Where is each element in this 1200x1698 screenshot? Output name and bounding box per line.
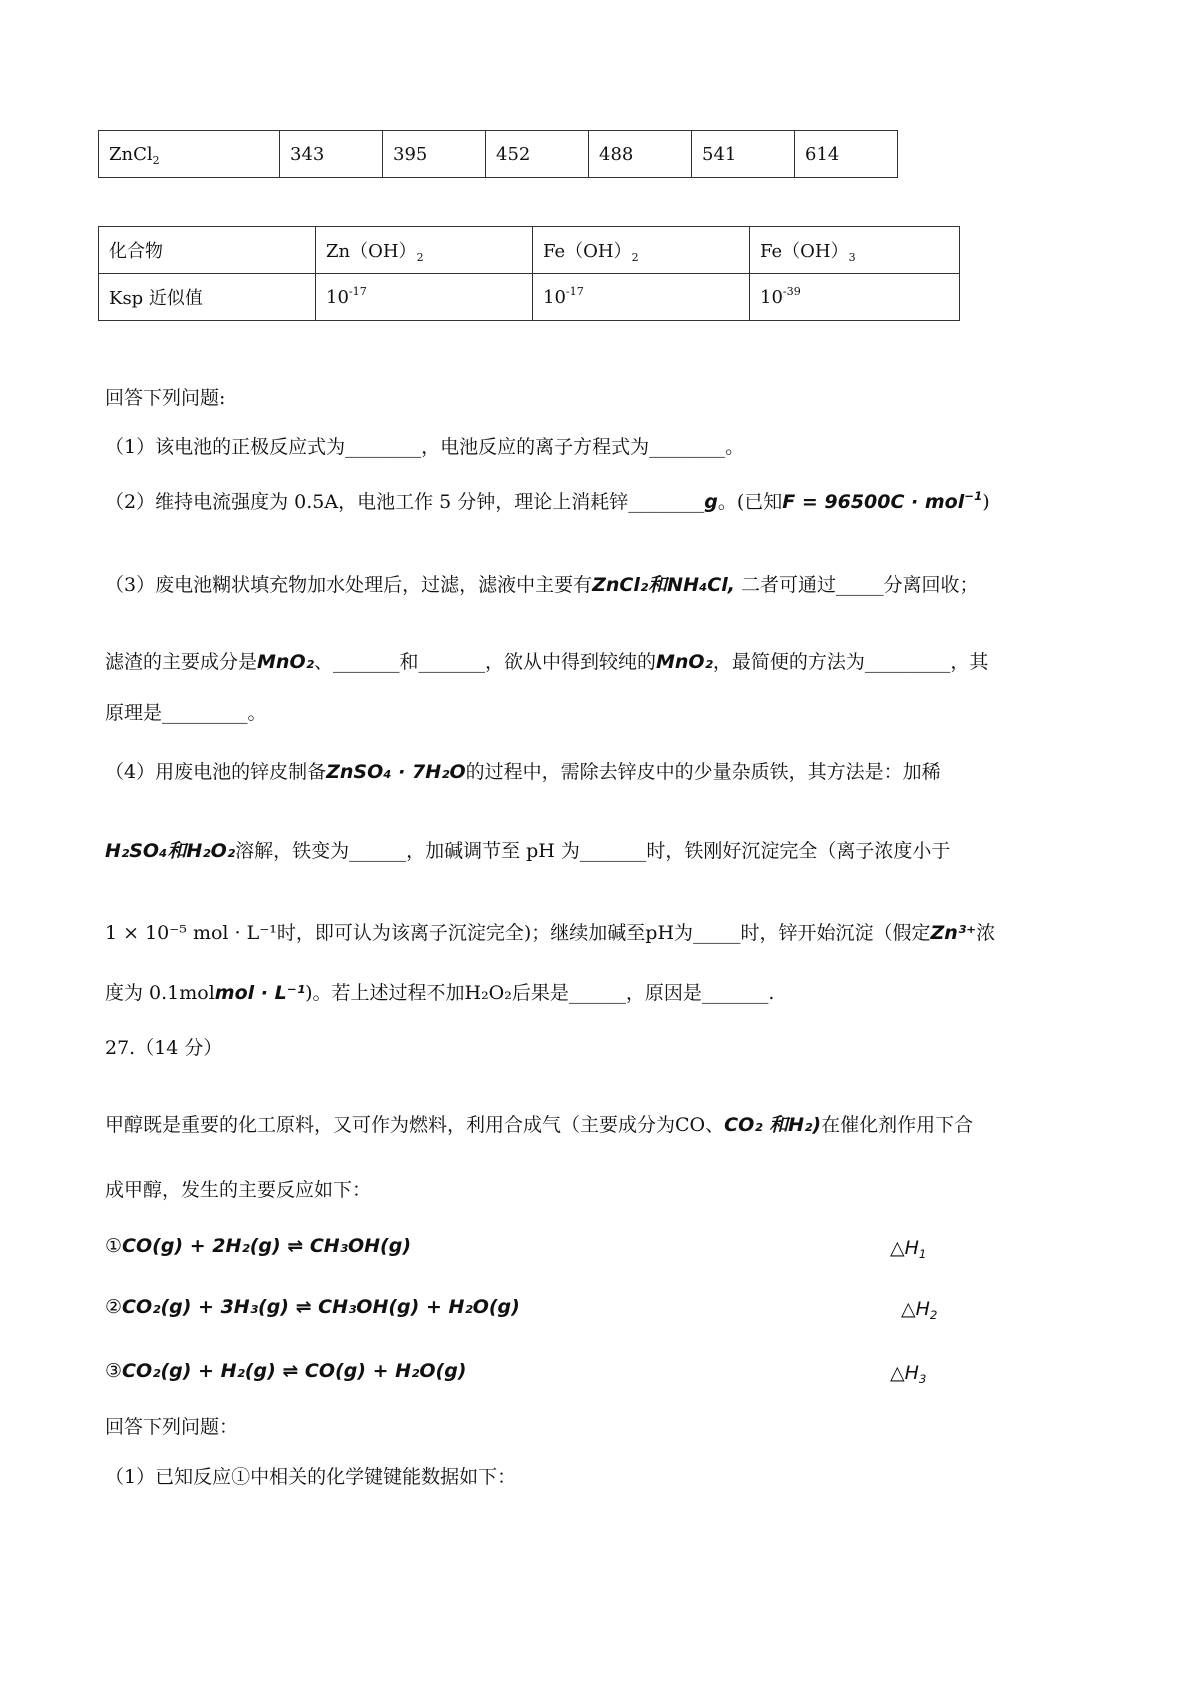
question-4-line-2: H₂SO₄和H₂O₂溶解，铁变为______，加碱调节至 pH 为_______时，铁刚好沉淀完全（离子浓度小于 bbox=[105, 840, 951, 862]
reaction-1: ①CO(g) + 2H₂(g) ⇌ CH₃OH(g) bbox=[105, 1235, 412, 1257]
table-cell: 452 bbox=[486, 131, 589, 178]
table-row bbox=[99, 274, 960, 321]
answer-intro-2: 回答下列问题： bbox=[105, 1416, 239, 1438]
zncl2-table bbox=[98, 130, 898, 178]
reaction-2: ②CO₂(g) + 3H₃(g) ⇌ CH₃OH(g) + H₂O(g) bbox=[105, 1296, 520, 1318]
table-cell: $10^{-17}$ bbox=[533, 274, 750, 321]
table-cell: 343 bbox=[280, 131, 383, 178]
question-27-intro-1: 甲醇既是重要的化工原料，又可作为燃料，利用合成气（主要成分为CO、CO₂ 和H₂)在催化剂作用下合 bbox=[105, 1114, 974, 1136]
enthalpy-1: $\triangle H_1$ bbox=[890, 1237, 927, 1262]
answer-intro: 回答下列问题: bbox=[105, 387, 226, 409]
question-4-line-1: （4）用废电池的锌皮制备ZnSO₄ · 7H₂O的过程中，需除去锌皮中的少量杂质铁，其方法是：加稀 bbox=[105, 761, 941, 783]
table-header-cell: 化合物 bbox=[99, 227, 316, 274]
table-header-cell: $Fe(OH)_2$ bbox=[533, 227, 750, 274]
table-cell: 395 bbox=[383, 131, 486, 178]
table-header-cell: $Fe(OH)_3$ bbox=[750, 227, 960, 274]
question-27-intro-2: 成甲醇，发生的主要反应如下： bbox=[105, 1179, 372, 1201]
ksp-table bbox=[98, 226, 960, 321]
question-4-line-3: 1 × 10⁻⁵ mol · L⁻¹时，即可认为该离子沉淀完全)；继续加碱至pH为_____时，锌开始沉淀（假定Zn³⁺浓 bbox=[105, 922, 996, 944]
question-3-line-2: 滤渣的主要成分是MnO₂、_______和_______，欲从中得到较纯的MnO₂，最简便的方法为_________，其 bbox=[105, 651, 989, 673]
question-4-line-4: 度为 0.1molmol · L⁻¹)。若上述过程不加H₂O₂后果是______，原因是_______. bbox=[105, 982, 775, 1004]
table-cell: 614 bbox=[795, 131, 898, 178]
table-header-cell: $Zn(OH)_2$ bbox=[316, 227, 533, 274]
question-3-line-3: 原理是_________。 bbox=[105, 702, 267, 724]
table-cell-label: ZnCl$_2$ bbox=[99, 131, 280, 178]
question-27-title: 27.（14 分） bbox=[105, 1037, 223, 1059]
reaction-3: ③CO₂(g) + H₂(g) ⇌ CO(g) + H₂O(g) bbox=[105, 1360, 467, 1382]
enthalpy-3: $\triangle H_3$ bbox=[890, 1362, 927, 1387]
question-1: （1）该电池的正极反应式为________，电池反应的离子方程式为________。 bbox=[105, 436, 745, 458]
question-2: （2）维持电流强度为 0.5A，电池工作 5 分钟，理论上消耗锌________g。(已知F = 96500C · mol$^{-1}$) bbox=[105, 488, 990, 513]
question-3-line-1: （3）废电池糊状填充物加水处理后，过滤，滤液中主要有ZnCl₂和NH₄Cl, 二者可通过_____分离回收； bbox=[105, 574, 979, 596]
table-row bbox=[99, 131, 898, 178]
table-cell: $10^{-17}$ bbox=[316, 274, 533, 321]
table-cell: 541 bbox=[692, 131, 795, 178]
table-cell: $10^{-39}$ bbox=[750, 274, 960, 321]
table-cell-label: Ksp 近似值 bbox=[99, 274, 316, 321]
table-cell: 488 bbox=[589, 131, 692, 178]
enthalpy-2: $\triangle H_2$ bbox=[901, 1298, 938, 1323]
table-header-row bbox=[99, 227, 960, 274]
question-27-1: （1）已知反应①中相关的化学键键能数据如下： bbox=[105, 1466, 517, 1488]
